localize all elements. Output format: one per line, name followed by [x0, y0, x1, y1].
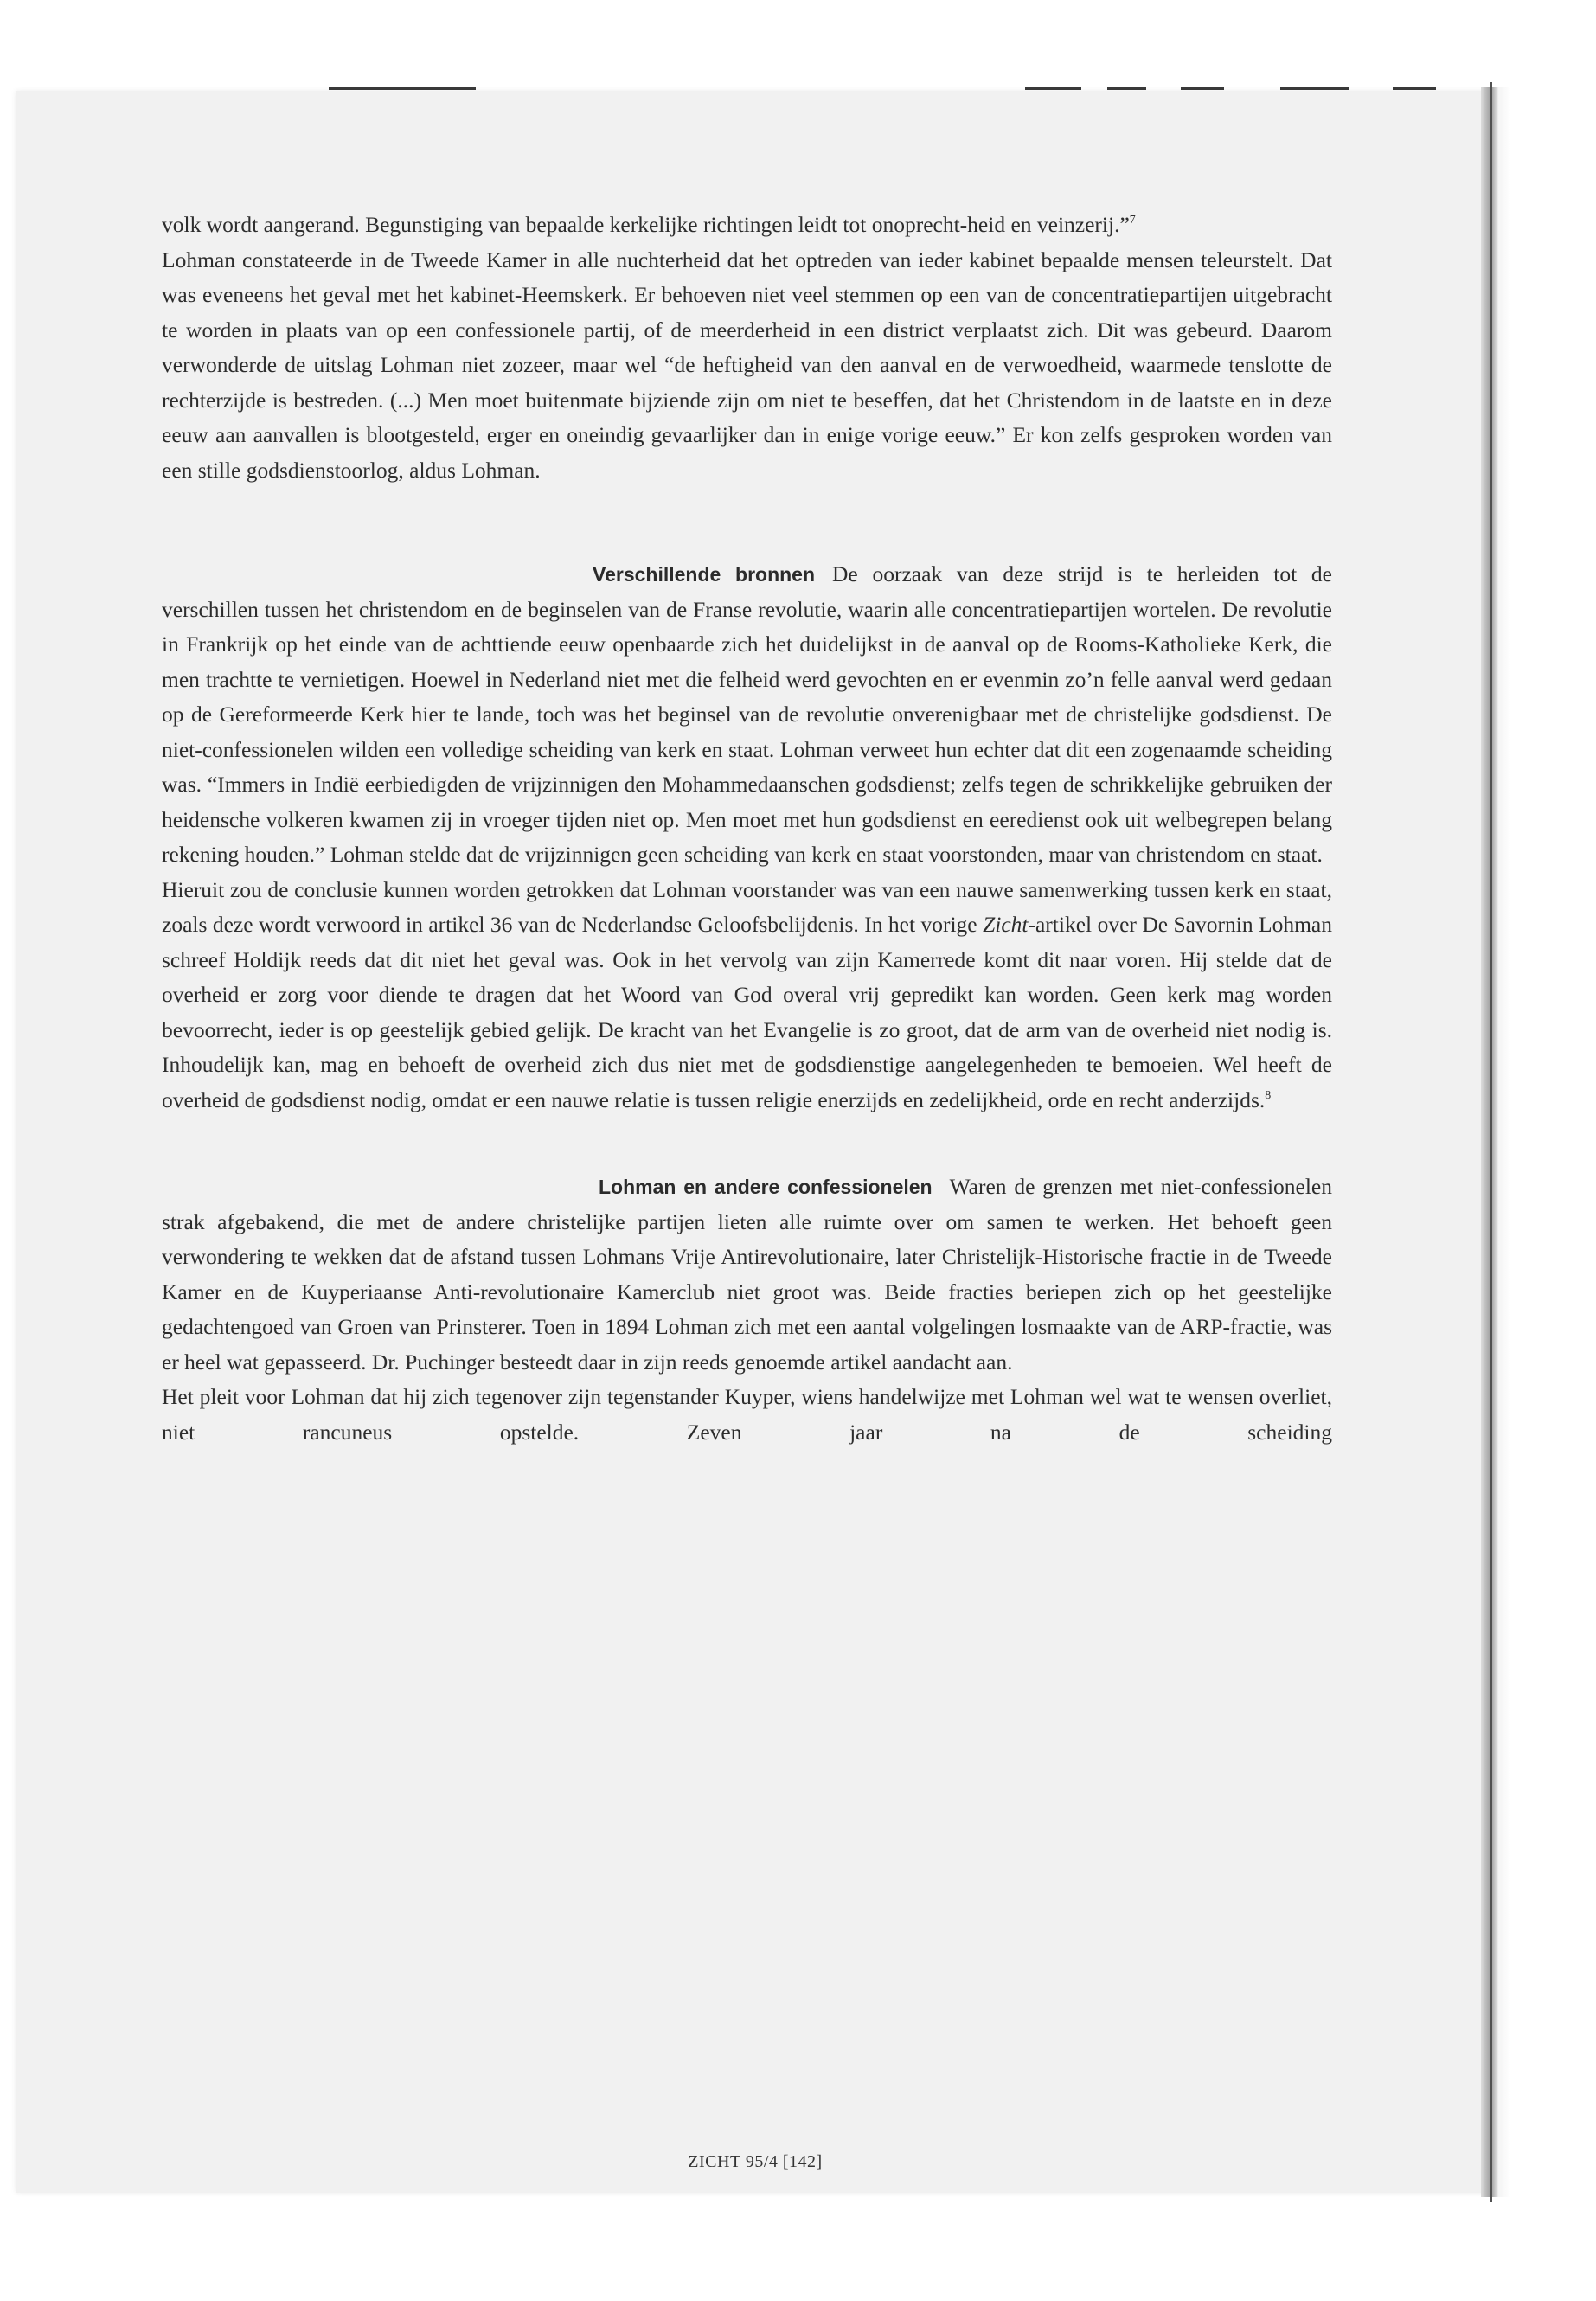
paragraph-verschillende-1: [162, 557, 1332, 873]
scan-edge-mark: [1280, 87, 1349, 90]
section-heading-lohman-en-andere-confessionelen: Lohman en andere confessionelen: [599, 1176, 933, 1198]
paragraph-lohman-1: [162, 1170, 1332, 1380]
section-heading-verschillende-bronnen: Verschillende bronnen: [593, 563, 816, 586]
page-fold-shadow: [1481, 87, 1510, 2197]
paragraph-intro-2: Lohman constateerde in de Tweede Kamer in alle nuchterheid dat het optreden van ieder kabinet bepaalde mensen teleurstelt. Dat was eveneens het geval met het kabinet-Heemskerk. Er behoeven niet veel stemmen op een van de concentratiepartijen uitgebracht te worden in plaats van op een confessionele partij, of de meerderheid in een district verplaatst zich. Dit was gebeurd. Daarom verwonderde de uitslag Lohman niet zozeer, maar wel “de heftigheid van den aanval en de verwoedheid, waarmede tenslotte de rechterzijde is bestreden. (...) Men moet buitenmate bijziende zijn om niet te beseffen, dat het Christendom in de laatste en in deze eeuw aan aanvallen is blootgesteld, erger en oneindig gevaarlijker dan in enige vorige eeuw.” Er kon zelfs gesproken worden van een stille godsdienstoorlog, aldus Lohman.: [162, 247, 1332, 483]
scan-edge-mark: [1025, 87, 1081, 90]
paragraph-text: Waren de grenzen met niet-confessionelen strak afgebakend, die met de andere christelijke partijen lieten alle ruimte over om samen te werken. Het behoeft geen verwondering te wekken dat de afstand tussen Lohmans Vrije Antirevolutionaire, later Christelijk-Historische fractie in de Tweede Kamer en de Kuyperiaanse Anti-revolutionaire Kamerclub niet groot was. Beide fracties beriepen zich op het geestelijke gedachtengoed van Groen van Prinsterer. Toen in 1894 Lohman zich met een aantal volgelingen losmaakte van de ARP-fractie, was er heel wat gepasseerd. Dr. Puchinger besteedt daar in zijn reeds genoemde artikel aandacht aan.: [162, 1174, 1332, 1375]
scan-edge-mark: [1393, 87, 1436, 90]
page-footer: ZICHT 95/4 [142]: [688, 2152, 823, 2171]
paragraph-verschillende-2: [162, 873, 1332, 1118]
italic-title: Zicht: [983, 912, 1029, 937]
paragraph-text: Hieruit zou de conclusie kunnen worden getrokken dat Lohman voorstander was van een nauwe samenwerking tussen kerk en staat, zoals deze wordt verwoord in artikel 36 van de Nederlandse Geloofsbelijdenis. In het vorige: [162, 876, 1332, 937]
body-text: [162, 208, 1332, 1450]
paragraph-lohman-2: Het pleit voor Lohman dat hij zich tegenover zijn tegenstander Kuyper, wiens handelwijze met Lohman wel wat te wensen overliet, niet rancuneus opstelde. Zeven jaar na de scheiding: [162, 1384, 1332, 1445]
document-page: [16, 91, 1495, 2193]
paragraph-intro-1: volk wordt aangerand. Begunstiging van bepaalde kerkelijke richtingen leidt tot onoprecht-heid en veinzerij.”$^7$: [162, 212, 1136, 237]
footnote-marker: 8: [1265, 1088, 1272, 1102]
footnote-marker: 7: [1129, 214, 1136, 227]
scan-edge-mark: [1181, 87, 1224, 90]
paragraph-text: De oorzaak van deze strijd is te herleiden tot de verschillen tussen het christendom en de beginselen van de Franse revolutie, waarin alle concentratiepartijen wortelen. De revolutie in Frankrijk op het einde van de achttiende eeuw openbaarde zich het duidelijkst in de aanval op de Rooms-Katholieke Kerk, die men trachtte te vernietigen. Hoewel in Nederland niet met die felheid werd gevochten en er evenmin zo’n felle aanval werd gedaan op de Gereformeerde Kerk hier te lande, toch was het beginsel van de revolutie onverenigbaar met de christelijke godsdienst. De niet-confessionelen wilden een volledige scheiding van kerk en staat. Lohman verweet hun echter dat dit een zogenaamde scheiding was. “Immers in Indië eerbiedigden de vrijzinnigen den Mohammedaanschen godsdienst; zelfs tegen de schrikkelijke gebruiken der heidensche volkeren kwamen zij in vroeger tijden niet op. Men moet met hun godsdienst en eeredienst ook uit welbegrepen belang rekening houden.” Lohman stelde dat de vrijzinnigen geen scheiding van kerk en staat voorstonden, maar van christendom en staat.: [162, 561, 1332, 867]
section-spacer: [162, 1118, 1332, 1170]
page-binding-edge: [1490, 82, 1492, 2202]
section-spacer: [162, 488, 1332, 557]
paragraph-text: -artikel over De Savornin Lohman schreef Holdijk reeds dat dit niet het geval was. Ook in het vervolg van zijn Kamerrede komt dit naar voren. Hij stelde dat de overheid er zorg voor diende te dragen dat het Woord van God overal vrij gepredikt kan worden. Geen kerk mag worden bevoorrecht, ieder is op geestelijk gebied gelijk. De kracht van het Evangelie is zo groot, dat de arm van de overheid niet nodig is. Inhoudelijk kan, mag en behoeft de overheid zich dus niet met de godsdienstige aangelegenheden te bemoeien. Wel heeft de overheid de godsdienst nodig, omdat er een nauwe relatie is tussen religie enerzijds en zedelijkheid, orde en recht anderzijds.: [162, 912, 1332, 1112]
scan-edge-mark: [329, 87, 476, 90]
scan-edge-mark: [1107, 87, 1146, 90]
